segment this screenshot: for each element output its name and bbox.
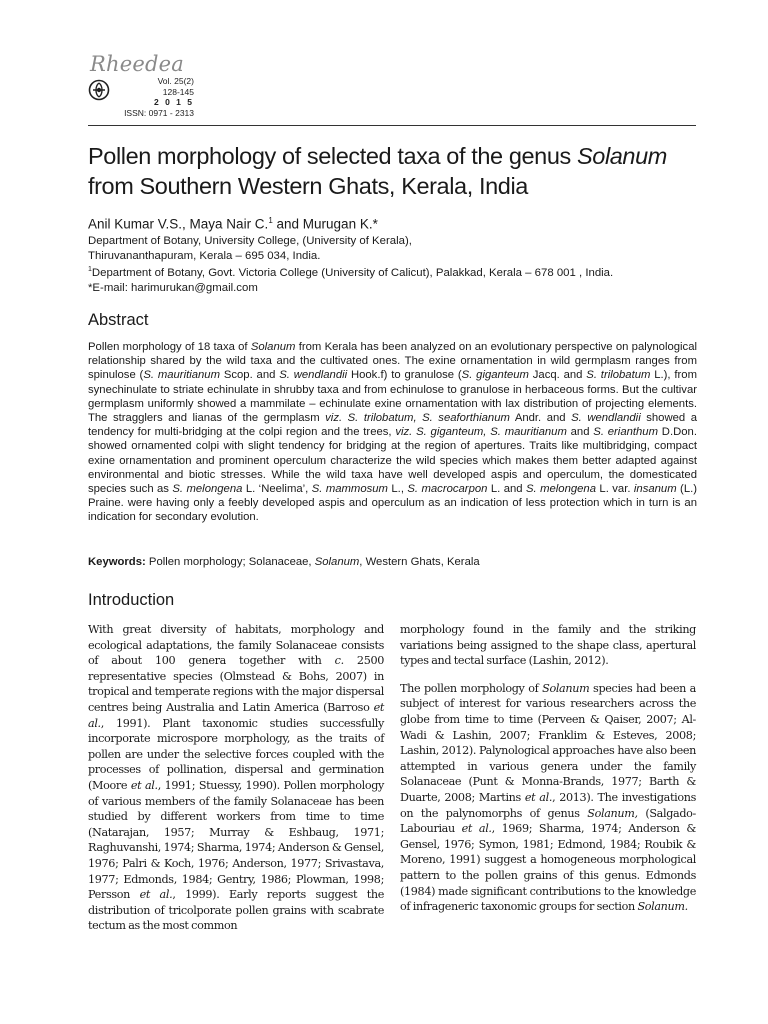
italic-text: viz. S. trilobatum, S. seaforthianum — [325, 412, 510, 425]
corresponding-email: *E-mail: harimurukan@gmail.com — [88, 281, 258, 294]
text-run: L. ‘Neelima’, — [242, 483, 312, 496]
text-run: , 1999). Early reports suggest the distribution of tricolporate pollen grains with scabrate tectum as the most common — [88, 888, 385, 933]
text-run: Pollen morphology; Solanaceae, — [145, 556, 315, 568]
volume-info — [104, 76, 194, 118]
italic-text: S. giganteum — [461, 369, 529, 382]
italic-text: S. erianthum — [593, 426, 658, 439]
author-1: Anil Kumar V.S., Maya Nair C. — [88, 216, 269, 232]
affiliations — [88, 234, 708, 295]
italic-text: Solanum. — [637, 900, 688, 914]
keywords — [88, 556, 697, 568]
issn: ISSN: 0971 - 2313 — [124, 107, 194, 118]
text-run: and — [566, 426, 594, 439]
italic-text: S. melongena — [525, 483, 596, 496]
article-title — [88, 141, 708, 201]
italic-text: S. trilobatum — [586, 369, 651, 382]
masthead — [88, 52, 388, 120]
italic-text: S. melongena — [172, 483, 243, 496]
text-run: The pollen morphology of — [400, 681, 543, 695]
text-run: (L.) Praine. were having only a feebly developed aspis and operculum as an indication of less protection which in turn is an indication for secondary evolution. — [88, 483, 698, 524]
affiliation-superscript: 1 — [88, 266, 92, 274]
title-part-1: Pollen morphology of selected taxa of the genus — [88, 143, 577, 169]
italic-text: et al. — [139, 888, 173, 902]
text-run: L., — [387, 483, 408, 496]
affiliation-line: Thiruvananthapuram, Kerala – 695 034, India. — [88, 249, 321, 262]
text-run: Hook.f) to granulose ( — [347, 369, 462, 382]
journal-name: Rheedea — [90, 52, 184, 76]
text-run: Pollen morphology of 18 taxa of — [88, 341, 251, 353]
text-run: With great diversity of habitats, morphology and ecological adaptations, the family Solanaceae consists of about 100 genera together with — [88, 623, 384, 668]
italic-text: insanum — [633, 483, 677, 496]
header-rule — [88, 125, 696, 126]
page-range: 128-145 — [162, 86, 194, 97]
italic-text: et al. — [88, 700, 384, 730]
text-run: from Kerala has been analyzed on an evolutionary perspective on palynological relationship shared by the wild taxa and the cultivated ones. The exine ornamentation in wild germplasm ranges from spinulose ( — [88, 341, 697, 382]
body-column-left — [88, 622, 384, 946]
author-superscript: 1 — [268, 216, 273, 225]
affiliation-line: Department of Botany, Govt. Victoria College (University of Calicut), Palakkad, Kerala – 678 001 , India. — [91, 266, 614, 279]
text-run: 2500 representative species (Olmstead & Bohs, 2007) in tropical and temperate regions with the major dispersal centres being Australia and Latin America (Barroso — [88, 654, 385, 714]
text-run: , Western Ghats, Kerala — [359, 556, 480, 568]
text-run: L. var. — [596, 483, 634, 496]
text-run: , 1969; Sharma, 1974; Anderson & Gensel, 1976; Symon, 1981; Edmond, 1984; Roubik & Moreno, 1991) suggest a homogeneous morphological pattern to the pollen grains of this genus. Edmonds (1984) made significant contributions to the knowledge of infrageneric taxonomic groups for section — [400, 822, 696, 914]
italic-text: Solanum — [542, 681, 590, 695]
italic-text: Solanum — [250, 341, 296, 353]
title-part-2: from Southern Western Ghats, Kerala, India — [88, 173, 528, 199]
author-2: and Murugan K.* — [272, 216, 378, 232]
italic-text: Solanum — [314, 556, 360, 568]
body-column-right — [400, 622, 696, 927]
italic-text: et al. — [461, 822, 492, 836]
italic-text: S. mauritianum — [143, 369, 220, 382]
year: 2 0 1 5 — [154, 97, 194, 108]
text-run: , 2013). The investigations on the palynomorphs of genus — [400, 790, 696, 820]
italic-text: viz. S. giganteum, S. mauritianum — [395, 426, 567, 439]
text-run: showed a tendency for multi-bridging at the colpi region and the trees, — [88, 412, 697, 439]
introduction-heading: Introduction — [88, 591, 175, 609]
paragraph — [88, 622, 384, 934]
paragraph — [400, 681, 696, 915]
italic-text: S. wendlandii — [571, 412, 641, 425]
text-run: L. and — [487, 483, 526, 496]
volume: Vol. 25(2) — [157, 76, 194, 86]
text-run: , 1991; Stuessy, 1990). Pollen morphology of various members of the family Solanaceae has been studied by different workers from time to time (Natarajan, 1957; Murray & Eshbaug, 1971; Raghuvanshi, 1974; Sharma, 1974; Anderson & Gensel, 1976; Palri & Koch, 1976; Anderson, 1977; Srivastava, 1977; Edmonds, 1984; Gentry, 1986; Plowman, 1998; Persson — [88, 778, 385, 902]
keywords-label: Keywords: — [88, 556, 146, 568]
author-list — [88, 216, 708, 232]
paragraph — [400, 622, 696, 669]
italic-text: S. mammosum — [311, 483, 388, 496]
text-run: Scop. and — [220, 369, 280, 382]
text-run: (Salgado- Labouriau — [400, 806, 696, 836]
abstract-heading: Abstract — [88, 311, 149, 329]
italic-text: et al. — [524, 790, 553, 804]
text-run: morphology found in the family and the striking variations being assigned to the shape class, apertural types and tectal surface (Lashin, 2012). — [400, 623, 696, 668]
title-genus: Solanum — [577, 143, 667, 169]
italic-text: et al. — [130, 778, 158, 792]
italic-text: S. macrocarpon — [407, 483, 488, 496]
italic-text: c. — [334, 654, 344, 668]
affiliation-line: Department of Botany, University College, (University of Kerala), — [88, 235, 412, 247]
text-run: Jacq. and — [528, 369, 587, 382]
text-run: species had been a subject of interest for various researchers across the globe from time to time (Perveen & Qaiser, 2007; Al-Wadi & Lashin, 2007; Franklim & Esteves, 2008; Lashin, 2012). Palynological approaches have also been attempted in various genera under the family Solanaceae (Punt & Monna-Brands, 1977; Barth & Duarte, 2008; Martins — [400, 681, 696, 804]
text-run: , 1991). Plant taxonomic studies successfully incorporate microspore morphology, as the traits of pollen are under the selective forces coupled with the processes of pollination, dispersal and germination (Moore — [88, 716, 384, 792]
abstract-body — [88, 340, 697, 525]
text-run: D.Don. showed ornamented colpi with slight tendency for bridging at the region of apertures. Traits like multibridging, compact exine ornamentation and prominent operculum characterize the wild species which makes them better adapted against environmental and biotic stresses. While the wild taxa have well developed aspis and operculum, the domesticated species such as — [88, 426, 697, 496]
italic-text: Solanum, — [587, 806, 638, 820]
italic-text: S. wendlandii — [279, 369, 348, 382]
text-run: L.), from synechinulate to striate echinulate in shrubby taxa and from echinulose to granulose in herbaceous forms. But the cultivar germplasm uniformly showed a mammilate – echinulate exine ornamentation with lax distribution of projecting elements. The stragglers and lianas of the germplasm — [88, 369, 697, 425]
text-run: Andr. and — [509, 412, 572, 425]
